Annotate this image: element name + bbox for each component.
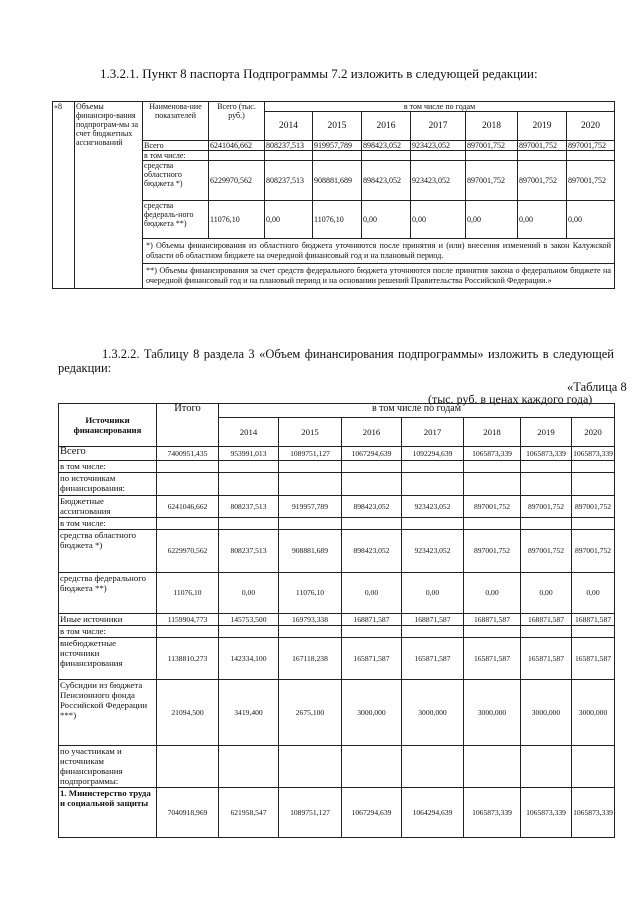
row-value: 808237,513 bbox=[265, 141, 313, 151]
row-value: 1092294,639 bbox=[402, 447, 464, 461]
row-name: Бюджетные ассигнования bbox=[59, 496, 157, 518]
row-value: 1065873,339 bbox=[521, 788, 572, 838]
row-value bbox=[521, 461, 572, 473]
row-value: 11076,10 bbox=[313, 201, 362, 239]
row-value bbox=[219, 518, 279, 530]
year-header: 2016 bbox=[362, 112, 411, 141]
row-value bbox=[464, 518, 521, 530]
row-value bbox=[411, 151, 466, 161]
row-value bbox=[572, 518, 615, 530]
row-value bbox=[219, 746, 279, 788]
year-header: 2020 bbox=[567, 112, 615, 141]
row-value: 0,00 bbox=[464, 573, 521, 614]
table-row bbox=[59, 638, 615, 680]
row-value: 908881,689 bbox=[313, 161, 362, 201]
row-value: 3000,000 bbox=[464, 680, 521, 746]
row-value bbox=[572, 626, 615, 638]
row-name: Субсидии из бюджета Пенсионного фонда Российской Федерации ***) bbox=[59, 680, 157, 746]
row-value: 1064294,639 bbox=[402, 788, 464, 838]
row-value: 898423,052 bbox=[362, 161, 411, 201]
row-value: 898423,052 bbox=[362, 141, 411, 151]
table-units: (тыс. руб. в ценах каждого года) bbox=[428, 392, 593, 406]
row-value bbox=[279, 461, 342, 473]
row-value: 1089751,127 bbox=[279, 788, 342, 838]
row-value: 897001,752 bbox=[567, 161, 615, 201]
row-value: 953991,013 bbox=[219, 447, 279, 461]
row-value: 1065873,339 bbox=[521, 447, 572, 461]
row-value bbox=[521, 473, 572, 496]
row-value: 3000,000 bbox=[572, 680, 615, 746]
row-value bbox=[342, 626, 402, 638]
row-value bbox=[466, 151, 518, 161]
row-value: 0,00 bbox=[518, 201, 567, 239]
row-total bbox=[157, 746, 219, 788]
row-value: 1089751,127 bbox=[279, 447, 342, 461]
row-value bbox=[464, 461, 521, 473]
table-row bbox=[59, 626, 615, 638]
row-value: 168871,587 bbox=[464, 614, 521, 626]
row-value bbox=[572, 461, 615, 473]
row-value bbox=[313, 151, 362, 161]
year-header: 2019 bbox=[521, 418, 572, 447]
row-value: 11076,10 bbox=[279, 573, 342, 614]
row-total bbox=[157, 626, 219, 638]
row-value: 1067294,639 bbox=[342, 447, 402, 461]
row-value: 1067294,639 bbox=[342, 788, 402, 838]
row-value: 168871,587 bbox=[342, 614, 402, 626]
table-row bbox=[59, 680, 615, 746]
row-total: 6241046,662 bbox=[209, 141, 265, 151]
row-name: 1. Министерство труда и социальной защиты bbox=[59, 788, 157, 838]
row-label: Объемы финансиро-вания подпрограм-мы за счет бюджетных ассигнований bbox=[75, 102, 143, 289]
row-value: 923423,052 bbox=[411, 161, 466, 201]
table-row bbox=[59, 788, 615, 838]
year-header: 2018 bbox=[464, 418, 521, 447]
section-heading-1322: 1.3.2.2. Таблицу 8 раздела 3 «Объем финансирования подпрограммы» изложить в следующей редакции: bbox=[58, 347, 614, 375]
col-total: Всего (тыс. руб.) bbox=[209, 102, 265, 141]
row-value bbox=[521, 518, 572, 530]
row-value: 0,00 bbox=[362, 201, 411, 239]
row-total: 7400951,435 bbox=[157, 447, 219, 461]
table-row bbox=[59, 573, 615, 614]
row-name: средства федераль-ного бюджета **) bbox=[143, 201, 209, 239]
row-value: 808237,513 bbox=[219, 530, 279, 573]
row-value bbox=[518, 151, 567, 161]
row-value: 919957,789 bbox=[313, 141, 362, 151]
row-value bbox=[219, 461, 279, 473]
row-value: 168871,587 bbox=[402, 614, 464, 626]
table-row bbox=[59, 461, 615, 473]
row-total: 6229970,562 bbox=[157, 530, 219, 573]
col-indicator-name: Наименова-ние показателей bbox=[143, 102, 209, 141]
row-value bbox=[521, 746, 572, 788]
row-total: 11076,10 bbox=[157, 573, 219, 614]
row-value bbox=[342, 473, 402, 496]
funding-volume-table bbox=[58, 403, 615, 838]
section-heading-1321: 1.3.2.1. Пункт 8 паспорта Подпрограммы 7.2 изложить в следующей редакции: bbox=[100, 66, 538, 81]
row-name: в том числе: bbox=[143, 151, 209, 161]
row-total: 7040918,969 bbox=[157, 788, 219, 838]
row-value bbox=[279, 626, 342, 638]
row-value bbox=[279, 473, 342, 496]
row-value bbox=[572, 746, 615, 788]
row-value: 919957,789 bbox=[279, 496, 342, 518]
year-header: 2020 bbox=[572, 418, 615, 447]
row-value: 3419,400 bbox=[219, 680, 279, 746]
row-value: 169793,338 bbox=[279, 614, 342, 626]
row-value: 897001,752 bbox=[521, 530, 572, 573]
row-value bbox=[402, 473, 464, 496]
row-value: 897001,752 bbox=[464, 496, 521, 518]
row-value: 897001,752 bbox=[521, 496, 572, 518]
row-value bbox=[279, 746, 342, 788]
row-name: Иные источники bbox=[59, 614, 157, 626]
years-header: в том числе по годам bbox=[219, 404, 615, 418]
table-row bbox=[59, 518, 615, 530]
row-value bbox=[342, 746, 402, 788]
row-total bbox=[209, 151, 265, 161]
row-value: 1065873,339 bbox=[464, 447, 521, 461]
row-value bbox=[402, 461, 464, 473]
row-value: 165871,587 bbox=[464, 638, 521, 680]
row-value: 897001,752 bbox=[466, 161, 518, 201]
row-value: 621958,547 bbox=[219, 788, 279, 838]
row-value: 145753,500 bbox=[219, 614, 279, 626]
row-name: средства федерального бюджета **) bbox=[59, 573, 157, 614]
year-header: 2015 bbox=[313, 112, 362, 141]
row-value bbox=[402, 518, 464, 530]
row-value: 165871,587 bbox=[521, 638, 572, 680]
year-header: 2017 bbox=[402, 418, 464, 447]
row-value bbox=[402, 626, 464, 638]
row-value: 165871,587 bbox=[572, 638, 615, 680]
row-value: 0,00 bbox=[572, 573, 615, 614]
row-value: 0,00 bbox=[466, 201, 518, 239]
row-value bbox=[521, 626, 572, 638]
year-header: 2014 bbox=[265, 112, 313, 141]
footnote: **) Объемы финансирования за счет средств федерального бюджета уточняются после принятия закона о федеральном бюджете на очередной финансовый год и на плановый период и на основании решений Правительства Российской Федерации.» bbox=[143, 264, 615, 289]
row-value: 0,00 bbox=[521, 573, 572, 614]
row-value: 808237,513 bbox=[265, 161, 313, 201]
row-value: 0,00 bbox=[219, 573, 279, 614]
row-name: по участникам и источникам финансирования подпрограммы: bbox=[59, 746, 157, 788]
row-value bbox=[219, 626, 279, 638]
year-header: 2014 bbox=[219, 418, 279, 447]
row-value bbox=[219, 473, 279, 496]
row-value: 897001,752 bbox=[567, 141, 615, 151]
row-value: 0,00 bbox=[402, 573, 464, 614]
row-total: 21094,500 bbox=[157, 680, 219, 746]
row-total: 6241046,662 bbox=[157, 496, 219, 518]
row-value: 908881,689 bbox=[279, 530, 342, 573]
row-name: в том числе: bbox=[59, 518, 157, 530]
row-value: 0,00 bbox=[411, 201, 466, 239]
item-number: «8 bbox=[53, 102, 75, 289]
row-value: 1065873,339 bbox=[572, 788, 615, 838]
row-value: 0,00 bbox=[567, 201, 615, 239]
row-total: 11076,10 bbox=[209, 201, 265, 239]
row-value: 1065873,339 bbox=[572, 447, 615, 461]
row-value bbox=[265, 151, 313, 161]
row-value: 165871,587 bbox=[402, 638, 464, 680]
row-value: 142334,100 bbox=[219, 638, 279, 680]
row-value: 923423,052 bbox=[402, 496, 464, 518]
row-total bbox=[157, 461, 219, 473]
table-row bbox=[59, 614, 615, 626]
table-row bbox=[59, 496, 615, 518]
row-value: 897001,752 bbox=[572, 496, 615, 518]
footnote: *) Объемы финансирования из областного бюджета уточняются после принятия и (или) внесения изменений в закон Калужской области об областном бюджете на очередной финансовый год и на плановый период. bbox=[143, 239, 615, 264]
table-row bbox=[59, 746, 615, 788]
row-value: 0,00 bbox=[265, 201, 313, 239]
row-value bbox=[342, 461, 402, 473]
row-name: по источникам финансирования: bbox=[59, 473, 157, 496]
row-value: 1065873,339 bbox=[464, 788, 521, 838]
row-value bbox=[464, 626, 521, 638]
year-header: 2017 bbox=[411, 112, 466, 141]
row-value bbox=[402, 746, 464, 788]
row-value: 923423,052 bbox=[402, 530, 464, 573]
row-value bbox=[567, 151, 615, 161]
table-row bbox=[59, 473, 615, 496]
row-total: 1138810,273 bbox=[157, 638, 219, 680]
row-value: 168871,587 bbox=[572, 614, 615, 626]
row-value: 167118,238 bbox=[279, 638, 342, 680]
row-name: в том числе: bbox=[59, 626, 157, 638]
table-row bbox=[59, 530, 615, 573]
row-value: 3000,000 bbox=[402, 680, 464, 746]
row-value: 2675,100 bbox=[279, 680, 342, 746]
row-value bbox=[362, 151, 411, 161]
col-total: Итого bbox=[157, 404, 219, 447]
row-total: 6229970,562 bbox=[209, 161, 265, 201]
row-total bbox=[157, 518, 219, 530]
row-value: 168871,587 bbox=[521, 614, 572, 626]
row-value: 3000,000 bbox=[521, 680, 572, 746]
row-total bbox=[157, 473, 219, 496]
year-header: 2019 bbox=[518, 112, 567, 141]
row-value bbox=[464, 473, 521, 496]
row-name: средства областного бюджета *) bbox=[59, 530, 157, 573]
row-value bbox=[342, 518, 402, 530]
year-header: 2018 bbox=[466, 112, 518, 141]
row-value: 923423,052 bbox=[411, 141, 466, 151]
row-total: 1159904,773 bbox=[157, 614, 219, 626]
row-value: 0,00 bbox=[342, 573, 402, 614]
table-row bbox=[59, 447, 615, 461]
row-value: 3000,000 bbox=[342, 680, 402, 746]
row-value: 897001,752 bbox=[518, 141, 567, 151]
row-value bbox=[279, 518, 342, 530]
row-name: Всего bbox=[143, 141, 209, 151]
col-source: Источники финансирования bbox=[59, 404, 157, 447]
row-name: Всего bbox=[59, 447, 157, 461]
row-value: 165871,587 bbox=[342, 638, 402, 680]
years-header: в том числе по годам bbox=[265, 102, 615, 112]
row-name: средства областного бюджета *) bbox=[143, 161, 209, 201]
passport-funding-table bbox=[52, 101, 615, 289]
row-value: 898423,052 bbox=[342, 496, 402, 518]
row-name: в том числе: bbox=[59, 461, 157, 473]
year-header: 2016 bbox=[342, 418, 402, 447]
row-value: 897001,752 bbox=[572, 530, 615, 573]
year-header: 2015 bbox=[279, 418, 342, 447]
row-value: 897001,752 bbox=[518, 161, 567, 201]
table-caption: «Таблица 8 bbox=[567, 380, 627, 394]
row-value: 898423,052 bbox=[342, 530, 402, 573]
row-value bbox=[464, 746, 521, 788]
row-name: внебюджетные источники финансирования bbox=[59, 638, 157, 680]
row-value: 808237,513 bbox=[219, 496, 279, 518]
row-value: 897001,752 bbox=[464, 530, 521, 573]
row-value: 897001,752 bbox=[466, 141, 518, 151]
row-value bbox=[572, 473, 615, 496]
